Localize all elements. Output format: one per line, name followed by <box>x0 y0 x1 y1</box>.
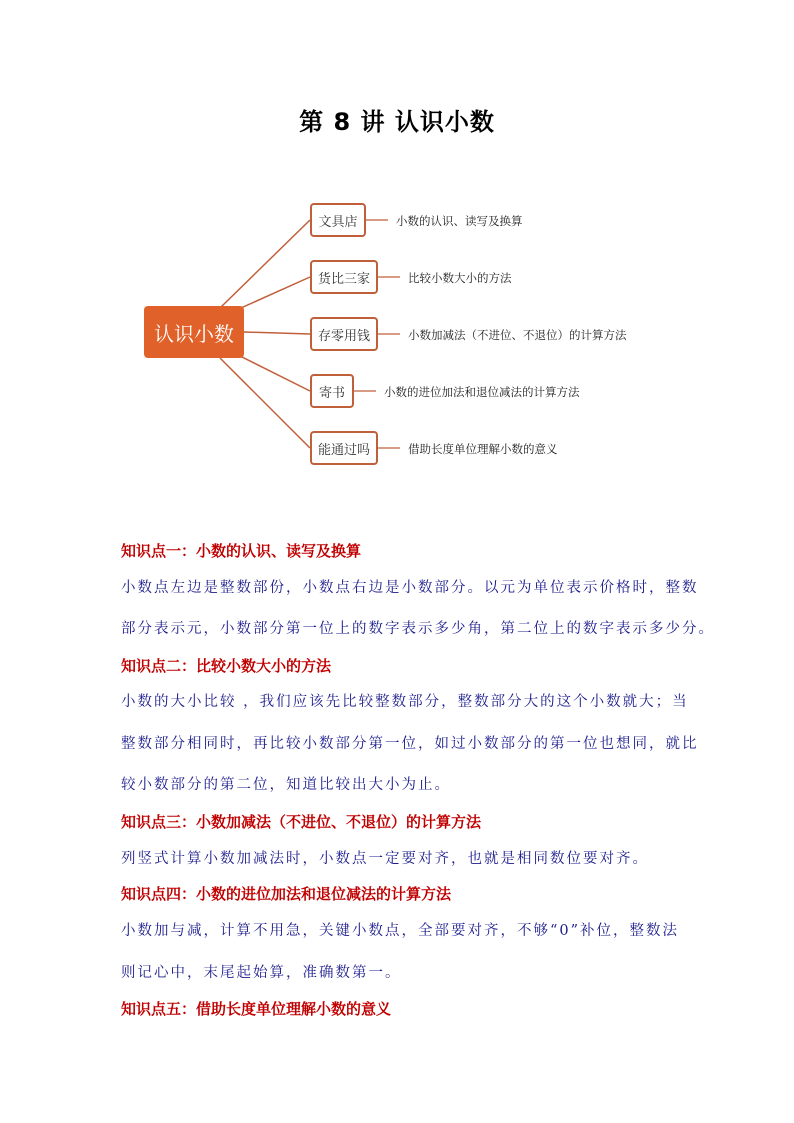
section-heading: 知识点一：小数的认识、读写及换算 <box>121 542 362 560</box>
paragraph-line: 列竖式计算小数加减法时，小数点一定要对齐，也就是相同数位要对齐。 <box>121 851 649 867</box>
paragraph-line: 小数加与减，计算不用急，关键小数点，全部要对齐，不够“0”补位，整数法 <box>121 923 680 939</box>
leaf-label: 比较小数大小的方法 <box>408 271 512 285</box>
leaf-label: 借助长度单位理解小数的意义 <box>408 442 558 456</box>
leaf-label: 小数的认识、读写及换算 <box>396 214 523 228</box>
section-heading: 知识点三：小数加减法（不进位、不退位）的计算方法 <box>121 813 482 831</box>
branch-can-pass: 能通过吗 <box>310 431 378 465</box>
branch-mail-books: 寄书 <box>310 374 354 408</box>
mind-map <box>0 0 794 500</box>
mind-map-connectors <box>0 0 794 500</box>
paragraph-line: 部分表示元，小数部分第一位上的数字表示多少角，第二位上的数字表示多少分。 <box>121 621 715 637</box>
branch-save-money: 存零用钱 <box>310 317 378 351</box>
mind-map-root: 认识小数 <box>144 306 244 358</box>
section-heading: 知识点四：小数的进位加法和退位减法的计算方法 <box>121 885 452 903</box>
connector-line <box>232 352 310 391</box>
leaf-label: 小数加减法（不进位、不退位）的计算方法 <box>408 328 627 342</box>
paragraph-line: 则记心中，末尾起始算，准确数第一。 <box>121 965 402 981</box>
connector-line <box>232 277 310 312</box>
leaf-label: 小数的进位加法和退位减法的计算方法 <box>384 385 580 399</box>
paragraph-line: 小数的大小比较 ，我们应该先比较整数部分，整数部分大的这个小数就大；当 <box>121 694 689 710</box>
section-heading: 知识点二：比较小数大小的方法 <box>121 657 332 675</box>
page-title: 第 8 讲 认识小数 <box>299 108 495 136</box>
connector-line <box>244 332 310 334</box>
section-heading: 知识点五：借助长度单位理解小数的意义 <box>121 1000 392 1018</box>
paragraph-line: 较小数部分的第二位，知道比较出大小为止。 <box>121 777 451 793</box>
connector-line <box>220 220 310 308</box>
connector-line <box>220 358 310 448</box>
branch-compare-prices: 货比三家 <box>310 260 378 294</box>
paragraph-line: 小数点左边是整数部份，小数点右边是小数部分。以元为单位表示价格时，整数 <box>121 580 699 596</box>
branch-stationery-store: 文具店 <box>310 203 366 237</box>
paragraph-line: 整数部分相同时，再比较小数部分第一位，如过小数部分的第一位也想同，就比 <box>121 736 699 752</box>
